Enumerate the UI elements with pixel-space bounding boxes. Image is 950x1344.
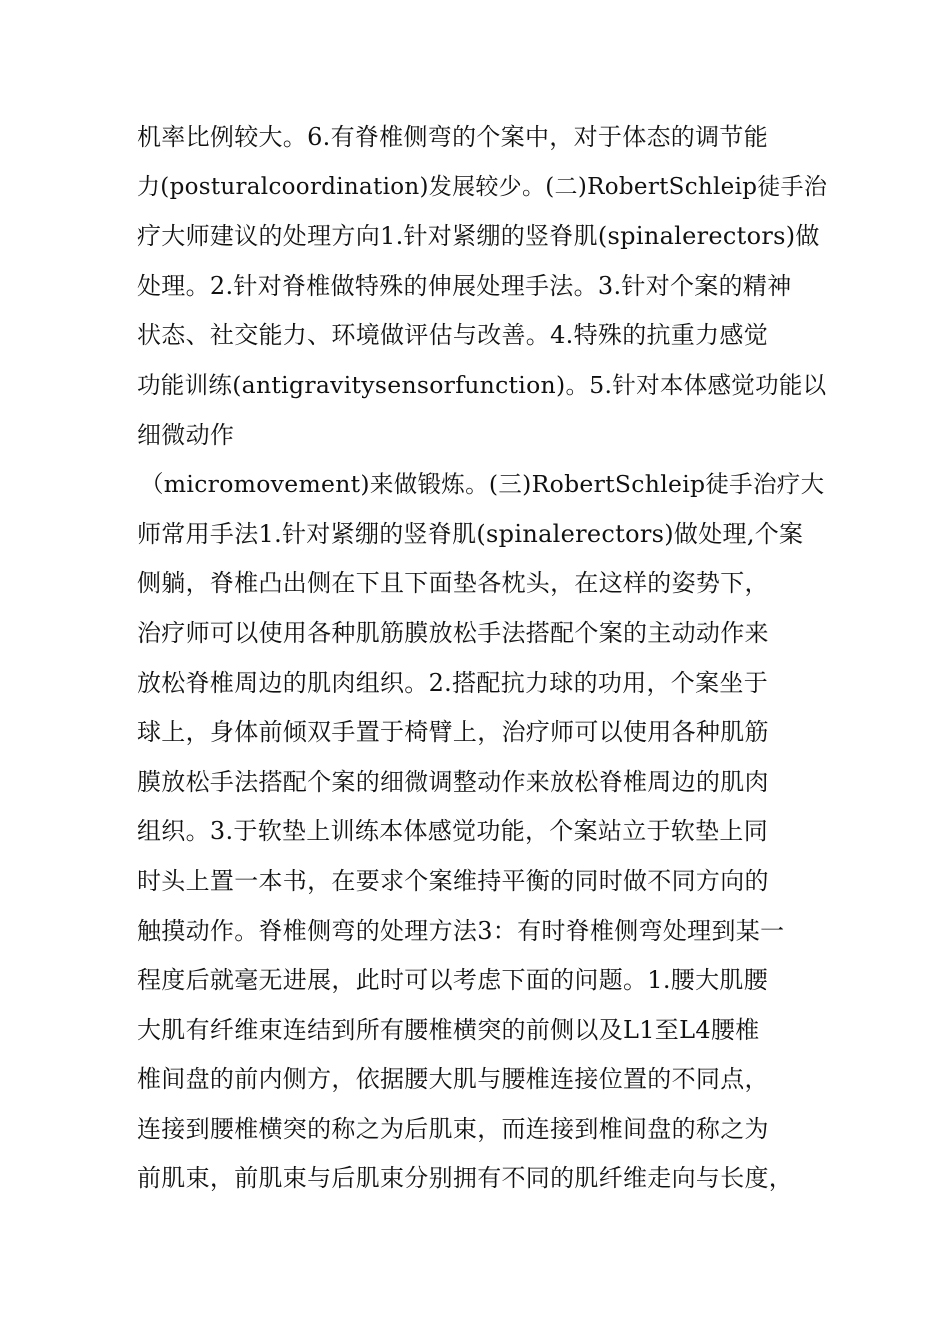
text-line: 侧躺，脊椎凸出侧在下且下面垫各枕头，在这样的姿势下，	[137, 569, 769, 598]
text-line: 力(posturalcoordination)发展较少。(二)RobertSchleip徒手治	[137, 173, 828, 200]
text-line: 组织。3.于软垫上训练本体感觉功能，个案站立于软垫上同	[137, 817, 768, 846]
text-line: 功能训练(antigravitysensorfunction)。5.针对本体感觉功能以	[137, 370, 827, 399]
text-line: 时头上置一本书，在要求个案维持平衡的同时做不同方向的	[137, 866, 769, 895]
text-line: 连接到腰椎横突的称之为后肌束，而连接到椎间盘的称之为	[137, 1114, 769, 1143]
text-line: 前肌束，前肌束与后肌束分别拥有不同的肌纤维走向与长度，	[137, 1164, 794, 1193]
text-line: 椎间盘的前内侧方，依据腰大肌与腰椎连接位置的不同点，	[137, 1065, 769, 1094]
text-line: 状态、社交能力、环境做评估与改善。4.特殊的抗重力感觉	[137, 321, 768, 350]
text-line: 放松脊椎周边的肌肉组织。2.搭配抗力球的功用，个案坐于	[137, 668, 768, 697]
text-line: 机率比例较大。6.有脊椎侧弯的个案中，对于体态的调节能	[137, 123, 768, 151]
text-line: 处理。2.针对脊椎做特殊的伸展处理手法。3.针对个案的精神	[137, 271, 792, 300]
body-text	[137, 113, 837, 1204]
text-line: 治疗师可以使用各种肌筋膜放松手法搭配个案的主动动作来	[137, 618, 769, 647]
text-line: 程度后就毫无进展，此时可以考虑下面的问题。1.腰大肌腰	[137, 966, 768, 995]
text-line: （micromovement)来做锻炼。(三)RobertSchleip徒手治疗大	[140, 470, 825, 499]
text-line: 疗大师建议的处理方向1.针对紧绷的竖脊肌(spinalerectors)做	[137, 222, 820, 251]
text-line: 球上，身体前倾双手置于椅臂上，治疗师可以使用各种肌筋	[137, 718, 769, 747]
text-line: 师常用手法1.针对紧绷的竖脊肌(spinalerectors)做处理,个案	[137, 519, 804, 548]
text-line: 细微动作	[137, 420, 235, 449]
text-line: 触摸动作。脊椎侧弯的处理方法3：有时脊椎侧弯处理到某一	[137, 916, 785, 945]
text-line: 膜放松手法搭配个案的细微调整动作来放松脊椎周边的肌肉	[137, 767, 769, 796]
text-line: 大肌有纤维束连结到所有腰椎横突的前侧以及L1至L4腰椎	[137, 1015, 760, 1044]
